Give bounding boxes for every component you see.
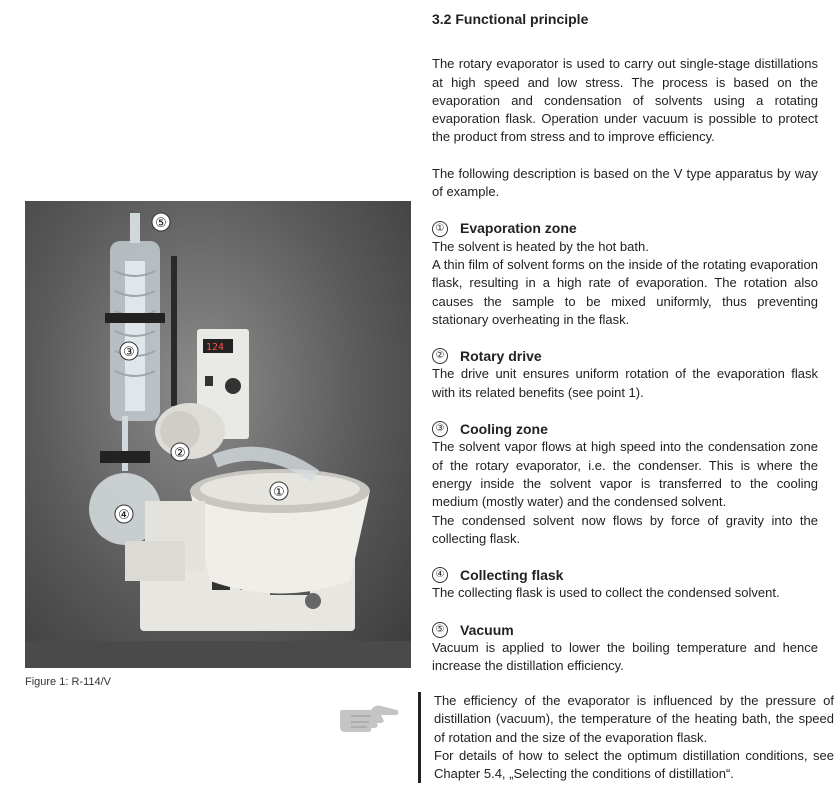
intro-paragraph: The rotary evaporator is used to carry out single-stage distillations at high speed and low stress. The process is based on the evaporation and condensation of solvents using a rotating evaporation flask. Operation under vacuum is possible to protect the product from stress and to improve efficiency. bbox=[432, 56, 818, 145]
intro-paragraph-2: The following description is based on the V type apparatus by way of example. bbox=[432, 165, 818, 200]
section-paragraph: The solvent is heated by the hot bath. bbox=[432, 238, 649, 254]
content-column bbox=[432, 10, 818, 676]
display-readout: 124 bbox=[206, 342, 225, 353]
svg-text:④: ④ bbox=[118, 508, 130, 523]
pointing-hand-icon bbox=[337, 700, 401, 736]
section-paragraph: The drive unit ensures uniform rotation of the evaporation flask with its related benefits (see point 1). bbox=[432, 366, 818, 400]
section-paragraph: A thin film of solvent forms on the inside of the rotating evaporation flask, resulting in a high rate of evaporation. The rotation also causes the sample to be mixed uniformly, thus preventing stationary overheating in the flask. bbox=[432, 256, 818, 327]
figure-caption: Figure 1: R-114/V bbox=[25, 676, 112, 688]
section-heading: 3.2 Functional principle bbox=[432, 11, 589, 27]
circled-number: ⑤ bbox=[432, 622, 448, 638]
section-paragraph: The solvent vapor flows at high speed into the condensation zone of the rotary evaporator, i.e. the condenser. This is where the energy inside the solvent vapor is transferred to the cooling medium (mostly water) and the condensed solvent. bbox=[432, 439, 818, 510]
circled-number: ③ bbox=[432, 421, 448, 437]
section-title-rotary-drive: ② Rotary drive bbox=[432, 347, 818, 365]
section-title-cooling-zone: ③ Cooling zone bbox=[432, 420, 818, 438]
note-paragraph: For details of how to select the optimum distillation conditions, see Chapter 5.4, „Selecting the conditions of distillation“. bbox=[434, 747, 834, 782]
note-paragraph: The efficiency of the evaporator is influenced by the pressure of distillation (vacuum), the temperature of the heating bath, the speed of rotation and the size of the evaporation flask. bbox=[434, 693, 834, 745]
circled-number: ④ bbox=[432, 567, 448, 583]
svg-text:⑤: ⑤ bbox=[155, 216, 167, 231]
section-title-evaporation-zone: ① Evaporation zone bbox=[432, 219, 818, 237]
circled-number: ① bbox=[432, 221, 448, 237]
section-paragraph: The collecting flask is used to collect the condensed solvent. bbox=[432, 585, 780, 601]
svg-text:③: ③ bbox=[123, 345, 135, 360]
section-paragraph: The condensed solvent now flows by force of gravity into the collecting flask. bbox=[432, 512, 818, 546]
svg-text:①: ① bbox=[273, 485, 285, 500]
circled-number: ② bbox=[432, 348, 448, 364]
section-paragraph: Vacuum is applied to lower the boiling temperature and hence increase the distillation efficiency. bbox=[432, 640, 818, 674]
section-title-collecting-flask: ④ Collecting flask bbox=[432, 566, 818, 584]
rotary-evaporator-photo bbox=[25, 201, 411, 668]
svg-text:②: ② bbox=[174, 446, 186, 461]
section-title-vacuum: ⑤ Vacuum bbox=[432, 621, 818, 639]
efficiency-note bbox=[418, 692, 834, 783]
